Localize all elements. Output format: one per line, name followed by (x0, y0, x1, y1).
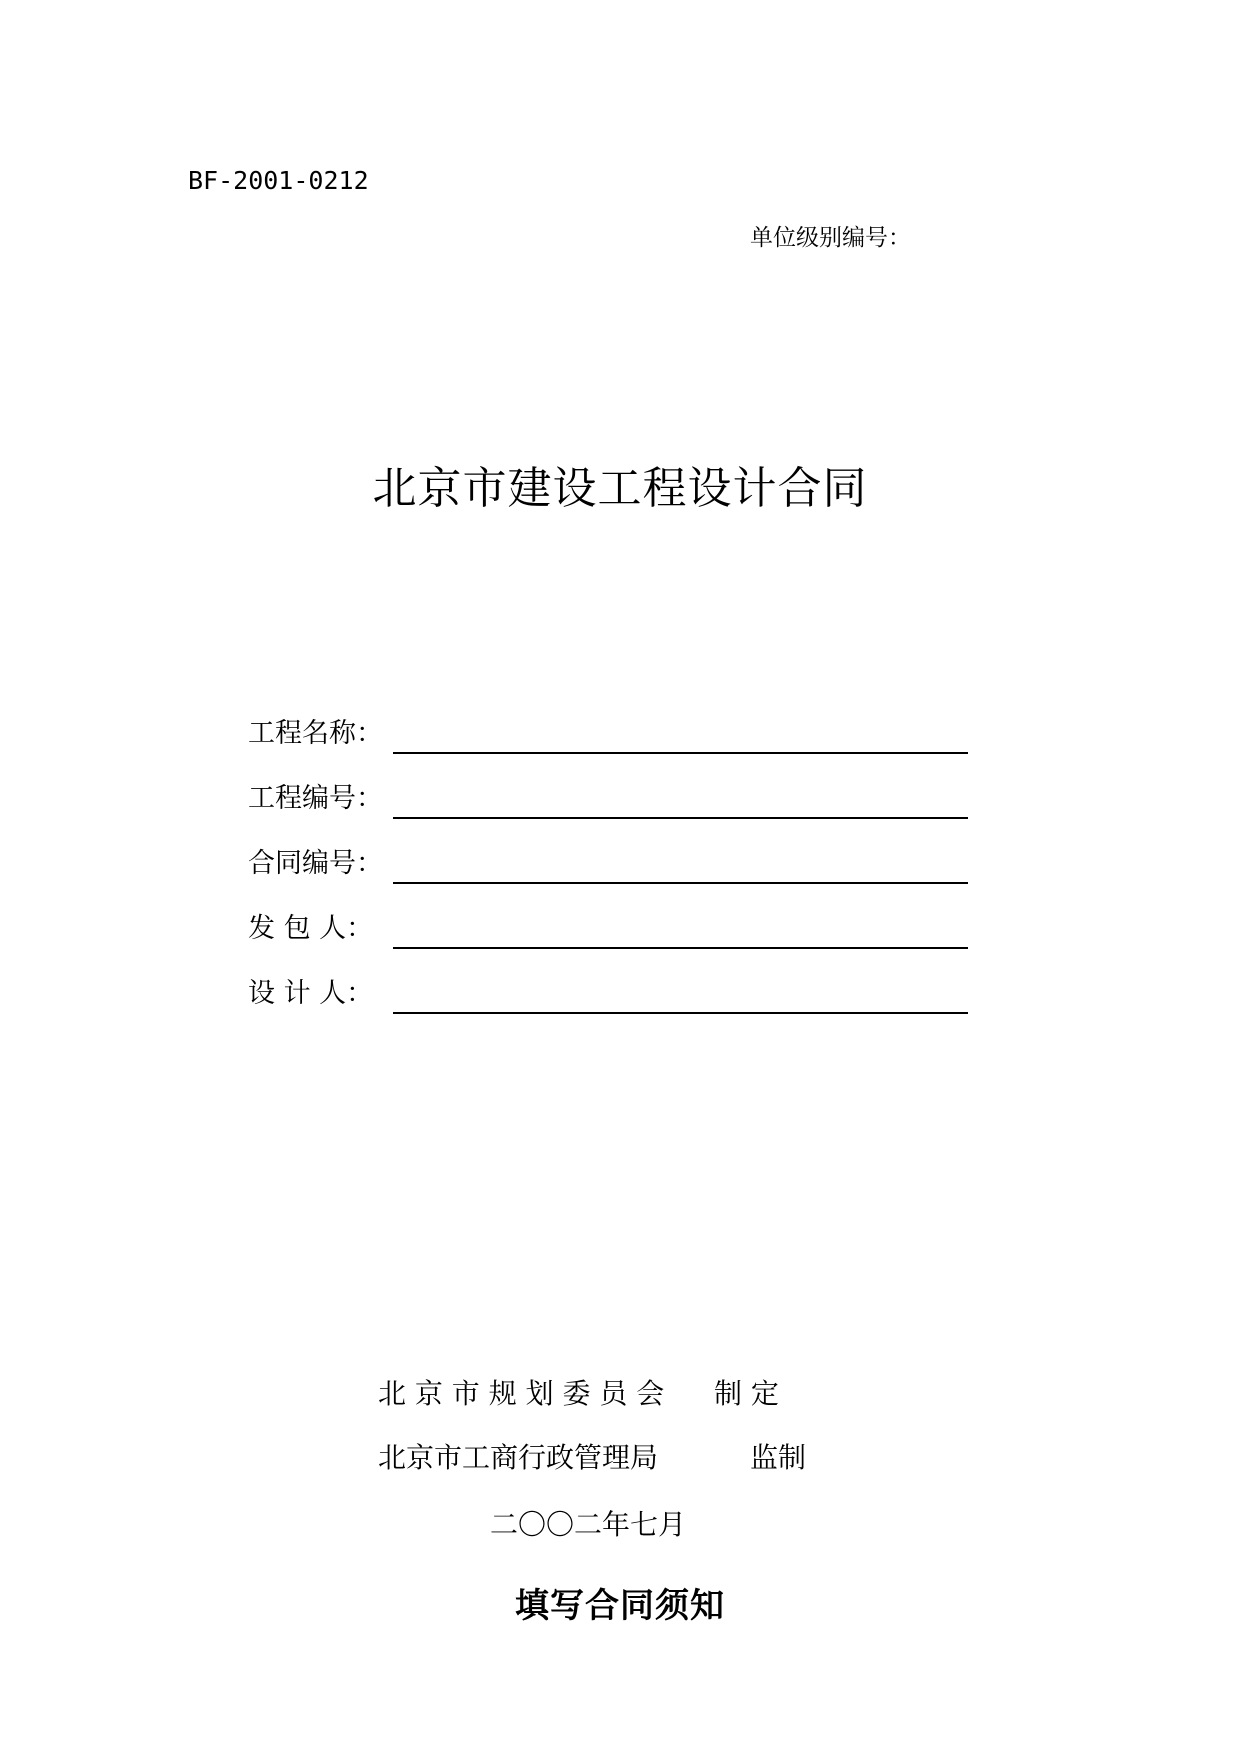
project-name-field[interactable] (393, 712, 968, 754)
issuer-row-planning-commission (378, 1372, 798, 1408)
field-label: 合同编号： (248, 848, 383, 879)
field-label: 工程编号： (248, 783, 383, 814)
issuer-org: 北 京 市 规 划 委 员 会 (378, 1377, 665, 1410)
form-row-project-number (248, 777, 968, 819)
issuer-role: 制 定 (714, 1377, 779, 1410)
form-row-contract-number (248, 842, 968, 884)
client-field[interactable] (393, 907, 968, 949)
issuer-row-industry-commerce-bureau (378, 1436, 818, 1472)
issuer-org: 北京市工商行政管理局 (378, 1441, 659, 1474)
form-row-designer (248, 972, 968, 1014)
issue-date: 二〇〇二年七月 (490, 1508, 687, 1541)
designer-field[interactable] (393, 972, 968, 1014)
field-label: 发 包 人： (248, 913, 374, 944)
field-label: 工程名称： (248, 718, 383, 749)
project-number-field[interactable] (393, 777, 968, 819)
notice-heading: 填写合同须知 (515, 1586, 725, 1626)
document-code: BF-2001-0212 (188, 166, 369, 195)
form-row-project-name (248, 712, 968, 754)
unit-level-number-label: 单位级别编号： (750, 225, 911, 251)
contract-number-field[interactable] (393, 842, 968, 884)
page-title: 北京市建设工程设计合同 (372, 463, 868, 514)
form-row-client (248, 907, 968, 949)
issuer-role: 监制 (750, 1441, 807, 1474)
field-label: 设 计 人： (248, 978, 374, 1009)
